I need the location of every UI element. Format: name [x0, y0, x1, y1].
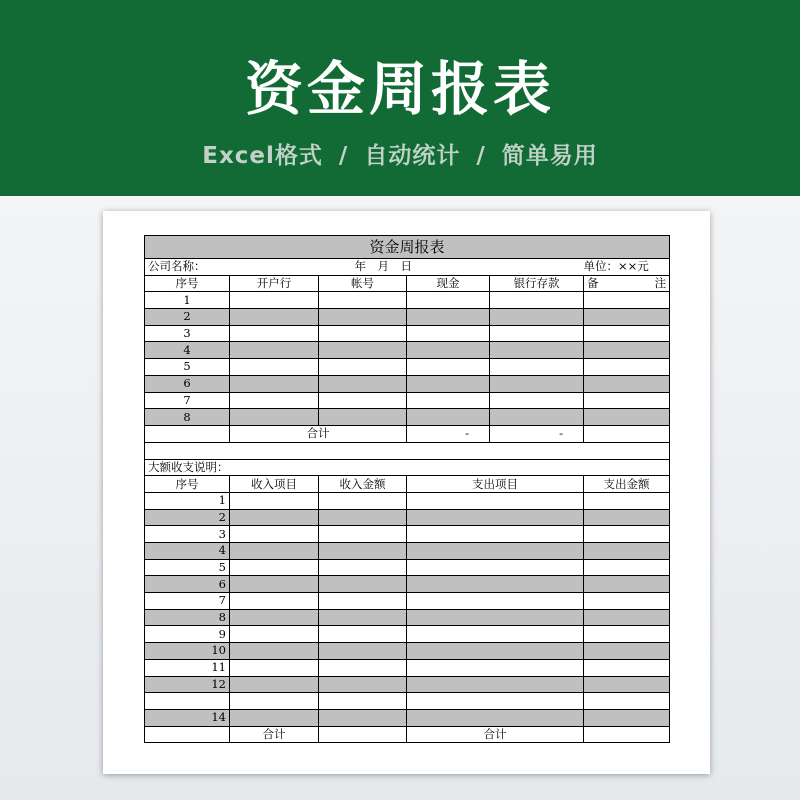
- row-index: 1: [145, 292, 230, 309]
- row-index: 14: [145, 709, 230, 726]
- col-header-expense-amount: 支出金额: [584, 476, 670, 493]
- row-index: 5: [145, 359, 230, 376]
- col-header-expense-item: 支出项目: [407, 476, 584, 493]
- row-index: 9: [145, 626, 230, 643]
- table-row: [145, 709, 670, 726]
- banner-tagline: [0, 137, 800, 170]
- bank-total: -: [490, 425, 584, 442]
- row-index: [145, 693, 230, 710]
- row-index: 11: [145, 659, 230, 676]
- tag-easy-use: 简单易用: [501, 143, 598, 169]
- row-index: 4: [145, 543, 230, 560]
- table-row: [145, 659, 670, 676]
- tag-separator: /: [338, 143, 349, 169]
- sheet-title: 资金周报表: [145, 236, 670, 259]
- row-index: 6: [145, 576, 230, 593]
- table-row: [145, 392, 670, 409]
- col-header-income-amount: 收入金额: [319, 476, 407, 493]
- large-transactions-table: [144, 475, 670, 743]
- table-row: [145, 325, 670, 342]
- table-row: [145, 309, 670, 326]
- table-row: [145, 375, 670, 392]
- row-index: 2: [145, 309, 230, 326]
- col-header-index: 序号: [145, 275, 230, 292]
- row-index: 12: [145, 676, 230, 693]
- table-row: [145, 292, 670, 309]
- row-index: 1: [145, 492, 230, 509]
- row-index: 3: [145, 325, 230, 342]
- table-row: [145, 593, 670, 610]
- company-name-label: 公司名称：: [145, 259, 319, 276]
- col-header-remarks: 备 注: [584, 275, 670, 292]
- table-row: [145, 676, 670, 693]
- col-header-bank-deposit: 银行存款: [490, 275, 584, 292]
- banner-title: 资金周报表: [244, 55, 555, 123]
- table-row: [145, 643, 670, 660]
- tag-excel-format: Excel格式: [202, 143, 323, 169]
- table-row: [145, 359, 670, 376]
- table-row: [145, 492, 670, 509]
- row-index: 3: [145, 526, 230, 543]
- header-banner: [0, 0, 800, 196]
- table-row: [145, 342, 670, 359]
- weekly-fund-table: [144, 235, 670, 476]
- large-transactions-label: 大额收支说明：: [145, 459, 319, 476]
- row-index: 4: [145, 342, 230, 359]
- table-row: [145, 693, 670, 710]
- col-header-cash: 现金: [407, 275, 490, 292]
- table-row: [145, 576, 670, 593]
- expense-total-label: 合计: [407, 726, 584, 743]
- total-label: 合计: [230, 425, 407, 442]
- row-index: 8: [145, 609, 230, 626]
- row-index: 5: [145, 559, 230, 576]
- col-header-income-item: 收入项目: [230, 476, 319, 493]
- row-index: 6: [145, 375, 230, 392]
- row-index: 7: [145, 392, 230, 409]
- row-index: 7: [145, 593, 230, 610]
- cash-total: -: [407, 425, 490, 442]
- table-row: [145, 526, 670, 543]
- row-index: 8: [145, 409, 230, 426]
- tag-separator: /: [476, 143, 486, 169]
- total-row: [145, 425, 670, 442]
- table-row: [145, 626, 670, 643]
- spreadsheet-preview: [144, 235, 670, 743]
- table-row: [145, 559, 670, 576]
- col-header-account: 帐号: [319, 275, 407, 292]
- row-index: 10: [145, 643, 230, 660]
- income-total-label: 合计: [230, 726, 319, 743]
- table-row: [145, 409, 670, 426]
- table-row: [145, 543, 670, 560]
- total-row: [145, 726, 670, 743]
- unit-label: 单位：××元: [584, 259, 670, 276]
- col-header-index: 序号: [145, 476, 230, 493]
- table-row: [145, 509, 670, 526]
- tag-auto-stats: 自动统计: [364, 143, 461, 169]
- row-index: 2: [145, 509, 230, 526]
- table-row: [145, 609, 670, 626]
- col-header-bank: 开户行: [230, 275, 319, 292]
- date-label: 年 月 日: [319, 259, 490, 276]
